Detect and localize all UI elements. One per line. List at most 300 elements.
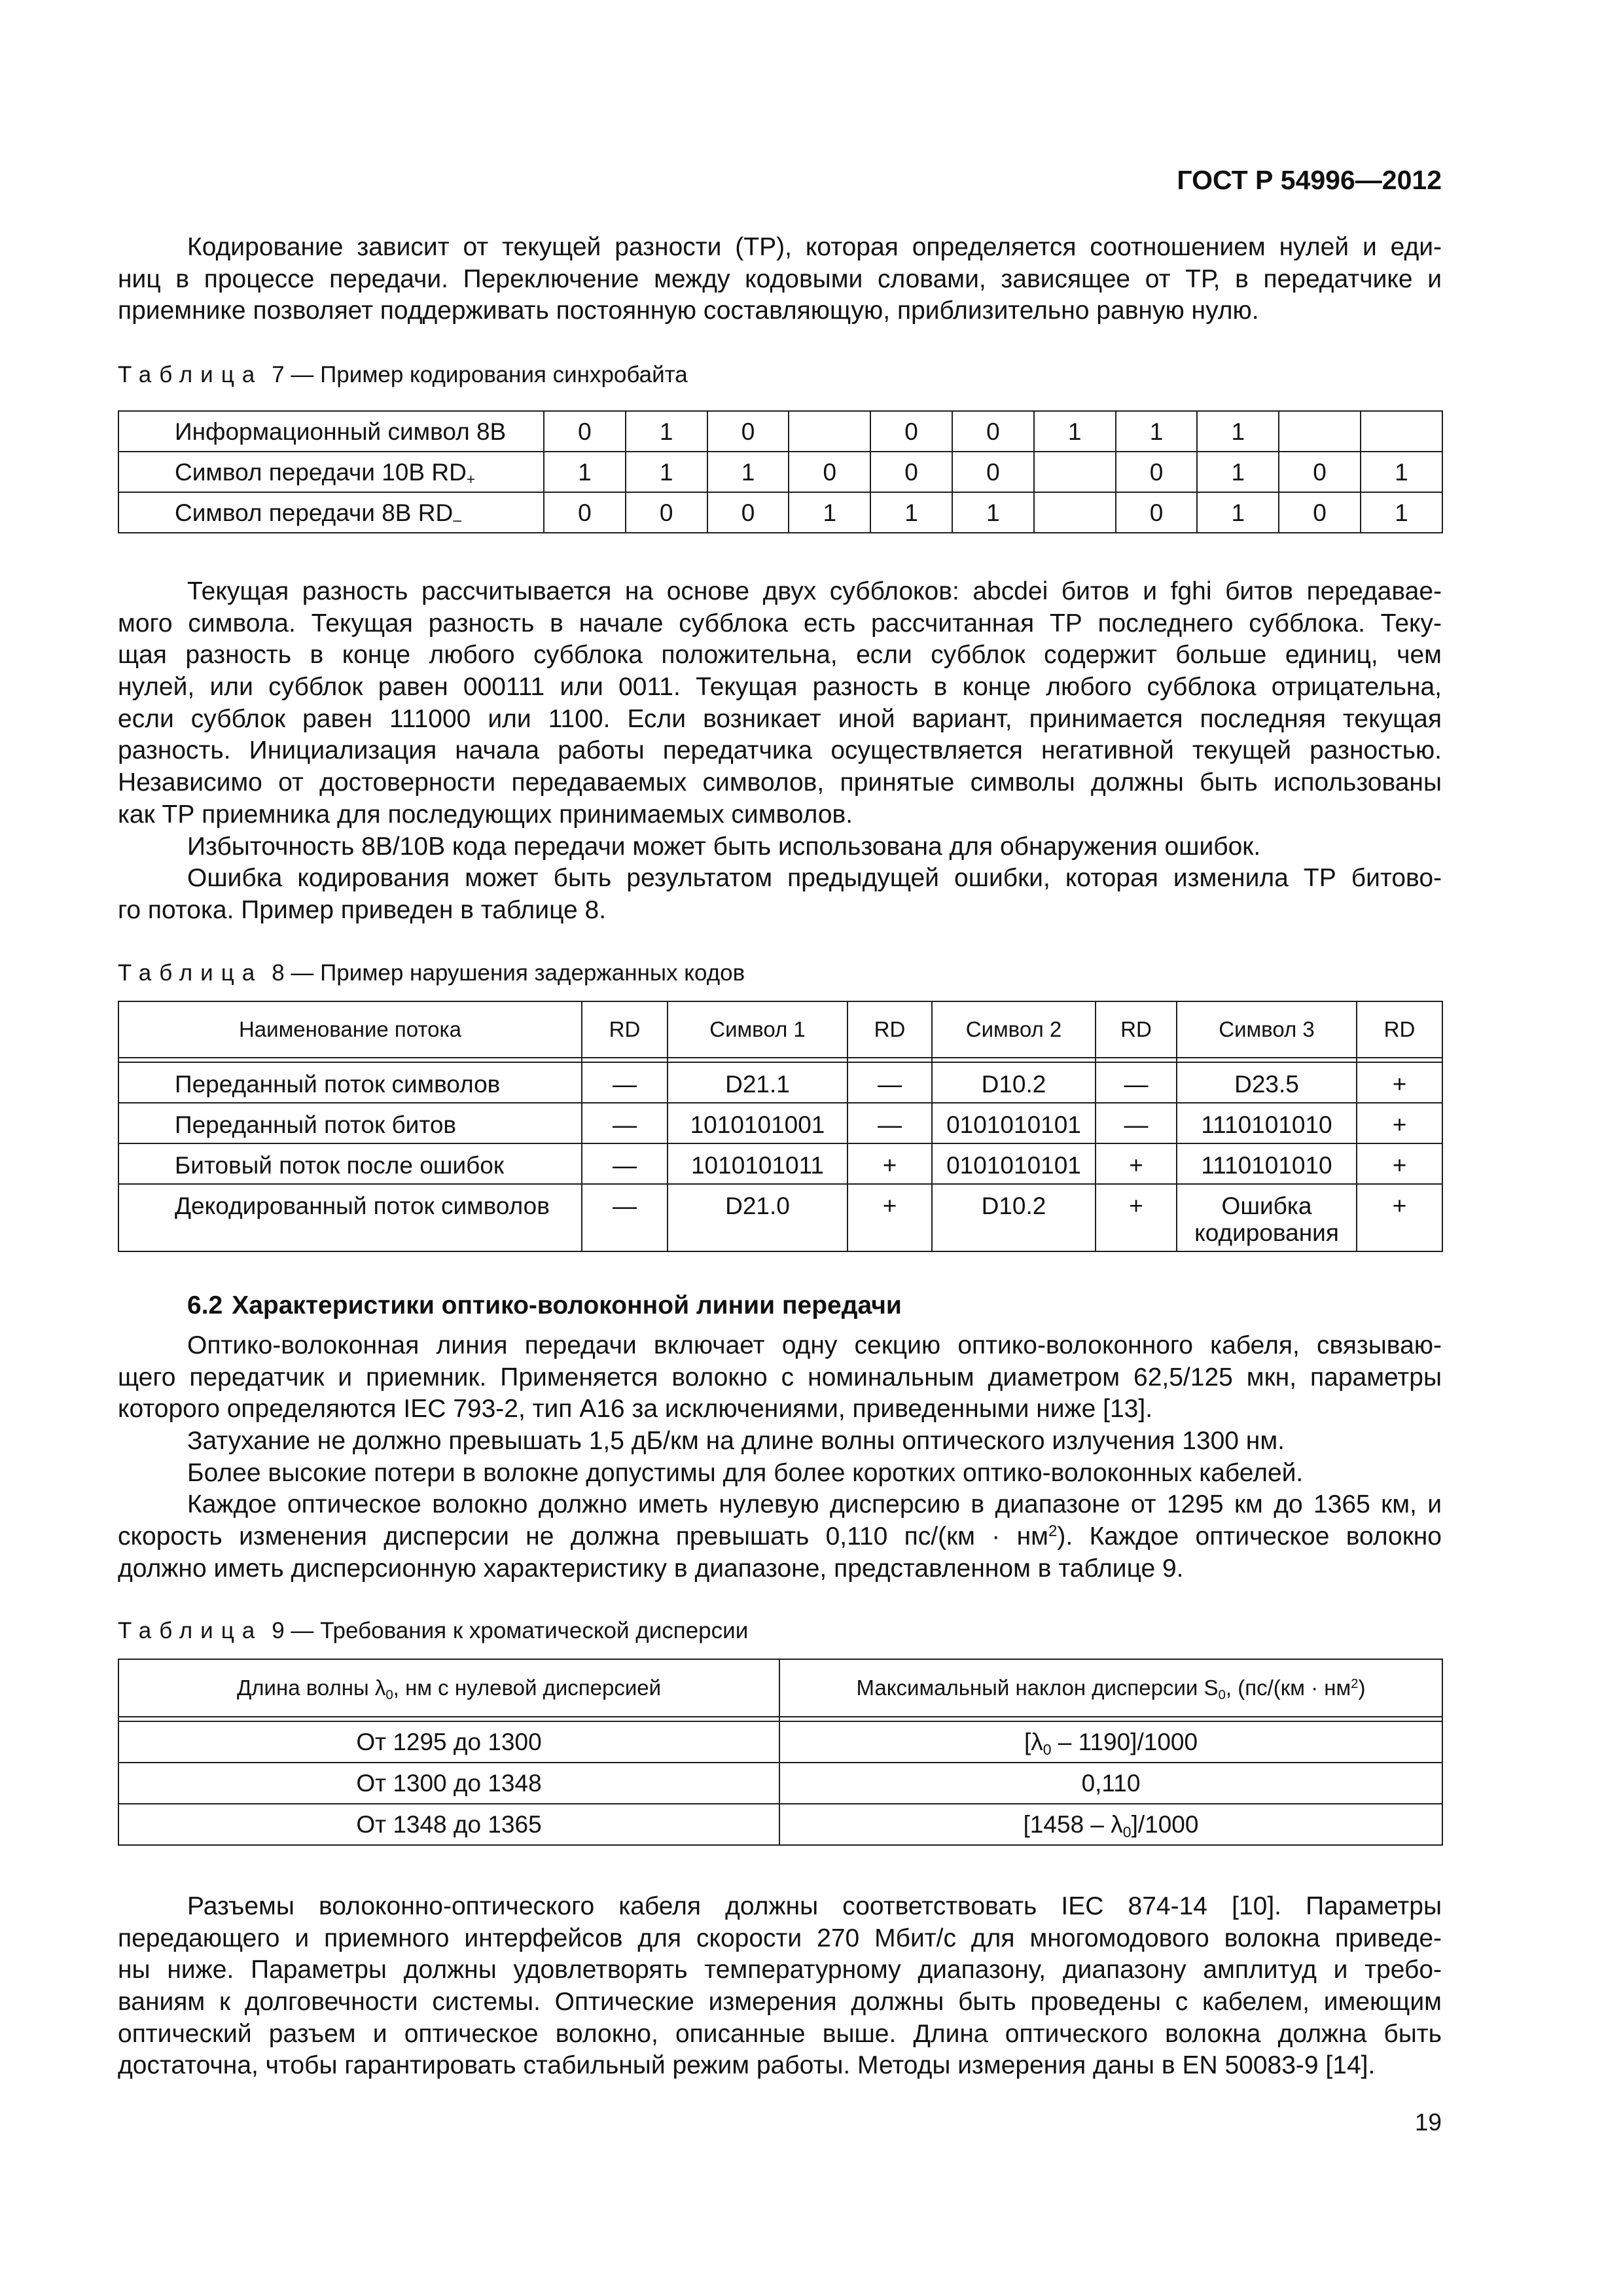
- text-run: —: [1124, 1071, 1149, 1098]
- table-cell: [932, 1103, 1096, 1143]
- table-cell: [626, 492, 707, 533]
- section-6-2-heading: [118, 1290, 1511, 1322]
- table-row: [118, 411, 1442, 452]
- text-line: [118, 767, 1442, 799]
- text-run: Символ 1: [709, 1017, 806, 1041]
- table-cell: [1357, 1143, 1442, 1184]
- text-run: +: [1129, 1152, 1143, 1179]
- line-content: [187, 1459, 1303, 1487]
- table-cell: [870, 411, 952, 452]
- table-9-caption: [118, 1615, 1442, 1647]
- table-cell: [1096, 1184, 1177, 1251]
- table-header-row: [118, 1001, 1442, 1058]
- text-line: [118, 799, 1442, 831]
- text-run: 1110101010: [1201, 1152, 1332, 1179]
- rule-cell: [118, 1717, 779, 1721]
- table-cell: [582, 1103, 668, 1143]
- table-title: 8 — Пример нарушения задержанных кодов: [272, 960, 745, 986]
- text-run: 1110101010: [1201, 1111, 1332, 1138]
- table-cell: [932, 1062, 1096, 1103]
- text-run: Более высокие потери в волокне допустимы для более коротких оптико-волоконных кабелей.: [187, 1458, 1304, 1487]
- table-cell: [118, 1721, 779, 1763]
- table-row: [118, 1721, 1442, 1763]
- paragraph: [118, 576, 1442, 831]
- rule-cell: [1177, 1058, 1357, 1062]
- paragraph: [118, 1458, 1442, 1490]
- table-cell: [952, 452, 1034, 492]
- text-run: +: [882, 1193, 897, 1219]
- row-label: [118, 1184, 582, 1251]
- text-line: [118, 1458, 1442, 1490]
- text-run: ): [1358, 1676, 1366, 1700]
- rule-cell: [118, 1058, 582, 1062]
- text-run: RD: [1383, 1017, 1416, 1041]
- table-cell: [1177, 1062, 1357, 1103]
- text-run: 0: [578, 418, 592, 445]
- text-line: [118, 895, 1442, 927]
- subscript: 0: [1043, 1740, 1052, 1758]
- table-cell: [544, 452, 626, 492]
- text-run: щего передатчик и приемник. Применяется волокно с номинальным диаметром 62,5/125 мкн, параметры: [118, 1363, 1442, 1391]
- text-run: 1: [823, 499, 837, 526]
- text-line: [118, 672, 1442, 704]
- text-run: +: [1392, 1193, 1407, 1219]
- text-run: го потока. Пример приведен в таблице 8.: [118, 895, 607, 924]
- text-line: [118, 863, 1442, 895]
- table-label: Таблица: [118, 1618, 263, 1643]
- closing-text: [118, 1891, 1442, 2082]
- table-title: 9 — Требования к хроматической дисперсии: [272, 1618, 749, 1643]
- table-cell: [847, 1184, 932, 1251]
- text-run: 1: [1395, 458, 1408, 486]
- table-cell: [1279, 492, 1361, 533]
- paragraph: [118, 863, 1442, 926]
- text-run: 0: [986, 458, 1000, 486]
- column-header: [1177, 1001, 1357, 1058]
- text-run: От 1295 до 1300: [356, 1729, 542, 1755]
- table-title: 7 — Пример кодирования синхробайта: [272, 362, 688, 387]
- line-content: [187, 1892, 1442, 1920]
- text-line: [118, 295, 1442, 327]
- table-9-body: [118, 1721, 1442, 1845]
- line-content: [118, 705, 1442, 733]
- column-header: [779, 1659, 1442, 1717]
- table-7: [118, 410, 1443, 533]
- table-cell: [870, 492, 952, 533]
- text-run: , нм с нулевой дисперсией: [393, 1676, 662, 1700]
- paragraph: [118, 1891, 1442, 2082]
- table-cell: [707, 411, 789, 452]
- text-run: 1010101001: [690, 1111, 825, 1138]
- text-run: От 1348 до 1365: [356, 1811, 542, 1838]
- table-cell: [707, 452, 789, 492]
- text-run: [λ: [1024, 1729, 1043, 1755]
- text-run: 0: [578, 499, 592, 526]
- text-line: [118, 1426, 1442, 1458]
- text-run: нулей, или субблок равен 000111 или 0011. Текущая разность в конце любого субблока отрицательна,: [118, 673, 1442, 702]
- text-run: 0: [741, 499, 755, 526]
- line-content: [118, 1395, 1152, 1423]
- table-cell: [118, 1804, 779, 1845]
- text-run: RD: [874, 1017, 906, 1041]
- text-run: ны ниже. Параметры должны удовлетворять температурному диапазону, диапазону амплитуд и требо-: [118, 1956, 1442, 1984]
- table-cell: [1197, 452, 1279, 492]
- text-line: [118, 704, 1442, 736]
- line-content: [118, 1554, 1184, 1583]
- text-line: [118, 1330, 1442, 1362]
- text-run: Наименование потока: [238, 1017, 462, 1041]
- table-7-caption: [118, 359, 1442, 391]
- text-run: как ТР приемника для последующих принимаемых символов.: [118, 800, 853, 829]
- table-cell: [1361, 452, 1442, 492]
- table-cell: [626, 411, 707, 452]
- table-cell: [847, 1143, 932, 1184]
- text-run: +: [1129, 1193, 1143, 1219]
- text-run: 0: [1313, 458, 1327, 486]
- text-run: —: [878, 1111, 902, 1138]
- table-row: [118, 1763, 1442, 1804]
- line-content: [118, 265, 1442, 293]
- table-cell: [544, 411, 626, 452]
- text-run: приемнике позволяет поддерживать постоянную составляющую, приблизительно равную нулю.: [118, 296, 1259, 325]
- line-content: [118, 2051, 1375, 2079]
- text-run: Символ 3: [1219, 1017, 1315, 1041]
- table-cell: [952, 492, 1034, 533]
- text-run: 1: [1067, 418, 1082, 445]
- line-content: [187, 864, 1442, 892]
- text-line: [118, 1954, 1442, 1986]
- table-row: [118, 1804, 1442, 1845]
- line-content: [118, 2020, 1442, 2048]
- line-content: [118, 1363, 1442, 1391]
- text-run: Переданный поток символов: [175, 1071, 501, 1098]
- column-header: [118, 1001, 582, 1058]
- text-run: RD: [609, 1017, 641, 1041]
- text-line: [118, 264, 1442, 296]
- text-run: Кодирование зависит от текущей разности (ТР), которая определяется соотношением нулей и еди-: [187, 233, 1442, 261]
- row-label: [118, 1062, 582, 1103]
- text-line: [118, 2050, 1442, 2082]
- row-label: [118, 1143, 582, 1184]
- text-run: , (пс/(км · нм: [1225, 1676, 1351, 1700]
- table-cell: [1361, 492, 1442, 533]
- paragraph: [118, 1426, 1442, 1458]
- text-run: достаточна, чтобы гарантировать стабильный режим работы. Методы измерения даны в EN 50083-9 [14].: [118, 2051, 1376, 2080]
- table-cell: [779, 1804, 1442, 1845]
- line-content: [187, 577, 1442, 605]
- subscript: –: [453, 511, 461, 529]
- line-content: [118, 896, 606, 924]
- table-cell: [1034, 411, 1116, 452]
- table-cell: [1116, 492, 1198, 533]
- text-run: Максимальный наклон дисперсии S: [856, 1676, 1219, 1700]
- text-run: Ошибка кодирования может быть результатом предыдущей ошибки, которая изменила ТР битово-: [187, 864, 1442, 893]
- paragraph: [118, 232, 1442, 327]
- line-content: [187, 1331, 1442, 1359]
- text-run: —: [613, 1071, 637, 1098]
- paragraph: [118, 1330, 1442, 1426]
- paragraph: [118, 831, 1442, 863]
- text-run: —: [613, 1152, 637, 1179]
- table-cell: [789, 411, 870, 452]
- row-label: [118, 1103, 582, 1143]
- paragraph: [118, 1489, 1442, 1585]
- text-line: [118, 608, 1442, 640]
- text-run: Переданный поток битов: [175, 1111, 457, 1138]
- page-number: 19: [1414, 2109, 1442, 2136]
- text-run: 1010101011: [690, 1152, 825, 1179]
- text-line: [118, 2018, 1442, 2051]
- text-run: Каждое оптическое волокно должно иметь нулевую дисперсию в диапазоне от 1295 км до 1365 км, и: [187, 1490, 1442, 1519]
- table-cell: [1116, 452, 1198, 492]
- table-cell: [668, 1184, 847, 1251]
- text-run: +: [882, 1152, 897, 1179]
- table-cell: [789, 492, 870, 533]
- table-header-row: [118, 1659, 1442, 1717]
- text-run: 1: [1395, 499, 1408, 526]
- table-row: [118, 1062, 1442, 1103]
- text-run: 1: [986, 499, 1000, 526]
- table-label: Таблица: [118, 362, 263, 387]
- row-label: [118, 492, 544, 533]
- row-label: [118, 452, 544, 492]
- text-run: 1: [904, 499, 918, 526]
- table-9: [118, 1659, 1443, 1846]
- table-cell: [707, 492, 789, 533]
- text-run: оптический разъем и оптическое волокно, описанные выше. Длина оптического волокна должна быть: [118, 2019, 1442, 2048]
- table-cell: [1034, 452, 1116, 492]
- table-cell: [1096, 1143, 1177, 1184]
- text-line: [118, 1521, 1442, 1553]
- table-cell: [932, 1143, 1096, 1184]
- table-cell: [544, 492, 626, 533]
- text-line: [118, 831, 1442, 863]
- text-run: От 1300 до 1348: [356, 1770, 542, 1797]
- table-8-body: [118, 1062, 1442, 1251]
- text-run: если субблок равен 111000 или 1100. Если возникает иной вариант, принимается последняя текущая: [118, 704, 1442, 733]
- text-run: 0101010101: [946, 1152, 1081, 1179]
- line-content: [118, 736, 1442, 764]
- body-text-after-table-7: [118, 576, 1442, 927]
- text-line: [118, 639, 1442, 672]
- header-double-rule: [118, 1058, 1442, 1062]
- text-run: Текущая разность рассчитывается на основе двух субблоков: abcdei битов и fghi битов передавае-: [187, 577, 1442, 605]
- table-cell: [847, 1062, 932, 1103]
- table-row: [118, 1184, 1442, 1251]
- table-9-wrapper: [118, 1659, 1442, 1846]
- table-cell: [1197, 492, 1279, 533]
- table-label: Таблица: [118, 960, 263, 986]
- text-run: Длина волны λ: [236, 1676, 386, 1700]
- subscript: 0: [1122, 1823, 1132, 1840]
- text-line: [118, 1986, 1442, 2018]
- line-content: [187, 1427, 1285, 1455]
- text-run: 0: [1149, 499, 1164, 526]
- text-run: RD: [1120, 1017, 1152, 1041]
- table-cell: [779, 1721, 1442, 1763]
- text-run: разность. Инициализация начала работы передатчика осуществляется негативной текущей разностью.: [118, 736, 1442, 765]
- text-run: должно иметь дисперсионную характеристику в диапазоне, представленном в таблице 9.: [118, 1554, 1184, 1583]
- table-8-caption: [118, 957, 1442, 990]
- text-run: Декодированный поток символов: [175, 1193, 550, 1219]
- text-run: 0,110: [1081, 1770, 1141, 1797]
- table-row: [118, 452, 1442, 492]
- text-line: [118, 232, 1442, 264]
- rule-cell: [582, 1058, 668, 1062]
- text-run: Оптико-волоконная линия передачи включает одну секцию оптико-волоконного кабеля, связываю-: [187, 1331, 1442, 1359]
- line-content: [187, 833, 1260, 861]
- text-run: 1: [659, 458, 673, 486]
- rule-cell: [847, 1058, 932, 1062]
- text-run: 1: [578, 458, 592, 486]
- text-run: передающего и приемного интерфейсов для скорости 270 Мбит/с для многомодового волокна приведе-: [118, 1924, 1442, 1952]
- superscript: 2: [1351, 1676, 1359, 1691]
- text-run: 0: [741, 418, 755, 445]
- table-cell: [789, 452, 870, 492]
- document-code-header: ГОСТ Р 54996—2012: [1177, 165, 1442, 195]
- table-7-wrapper: [118, 410, 1442, 533]
- line-content: [118, 609, 1442, 637]
- text-line: [118, 1891, 1442, 1923]
- line-content: [118, 1924, 1442, 1952]
- text-run: Символ передачи 8В RD: [175, 499, 454, 526]
- line-content: [187, 1490, 1442, 1518]
- text-run: 1: [741, 458, 755, 486]
- line-content: [118, 296, 1259, 325]
- text-run: 1: [1149, 418, 1164, 445]
- table-cell: [1096, 1103, 1177, 1143]
- text-run: D10.2: [981, 1193, 1046, 1219]
- table-cell: [1177, 1103, 1357, 1143]
- table-cell: [582, 1062, 668, 1103]
- text-run: которого определяются IEC 793-2, тип A16 за исключениями, приведенными ниже [13].: [118, 1395, 1153, 1424]
- table-cell: [932, 1184, 1096, 1251]
- text-run: 1: [1231, 499, 1245, 526]
- text-run: ваниям к долговечности системы. Оптические измерения должны быть проведены с кабелем, имеющим: [118, 1988, 1442, 2017]
- text-run: +: [1392, 1071, 1407, 1098]
- rule-cell: [779, 1717, 1442, 1721]
- column-header: [1357, 1001, 1442, 1058]
- text-run: – 1190]/1000: [1051, 1729, 1198, 1755]
- text-run: —: [613, 1111, 637, 1138]
- table-cell: [1197, 411, 1279, 452]
- subscript: 0: [1218, 1687, 1226, 1703]
- line-content: [118, 673, 1442, 701]
- text-line: [118, 1923, 1442, 1955]
- table-cell: [1357, 1062, 1442, 1103]
- table-row: [118, 492, 1442, 533]
- text-run: Информационный символ 8В: [175, 418, 507, 445]
- table-row: [118, 1143, 1442, 1184]
- intro-text: [118, 232, 1442, 327]
- table-cell: [1357, 1184, 1442, 1251]
- text-line: [118, 1553, 1442, 1585]
- table-cell: [1279, 452, 1361, 492]
- table-8-header: [118, 1001, 1442, 1062]
- line-content: [118, 800, 853, 829]
- table-cell: [1116, 411, 1198, 452]
- line-content: [118, 1956, 1442, 1984]
- superscript: 2: [1048, 1522, 1058, 1540]
- section-number: 6.2: [187, 1291, 223, 1319]
- subscript: +: [466, 471, 476, 488]
- table-8-wrapper: [118, 1001, 1442, 1252]
- text-run: D10.2: [981, 1071, 1046, 1098]
- text-run: D23.5: [1234, 1071, 1299, 1098]
- table-row: [118, 1103, 1442, 1143]
- column-header: [582, 1001, 668, 1058]
- table-7-body: [118, 411, 1442, 533]
- table-cell: [668, 1143, 847, 1184]
- text-run: 0101010101: [946, 1111, 1081, 1138]
- text-run: ]/1000: [1131, 1811, 1199, 1838]
- text-run: Ошибка кодирования: [1194, 1193, 1339, 1246]
- table-cell: [1279, 411, 1361, 452]
- column-header: [932, 1001, 1096, 1058]
- text-run: [1458 – λ: [1023, 1811, 1123, 1838]
- table-cell: [1361, 411, 1442, 452]
- text-run: Избыточность 8В/10В кода передачи может быть использована для обнаружения ошибок.: [187, 832, 1261, 861]
- text-line: [118, 1393, 1442, 1426]
- text-run: мого символа. Текущая разность в начале субблока есть рассчитанная ТР последнего субблока. Теку-: [118, 609, 1442, 637]
- text-run: Разъемы волоконно-оптического кабеля должны соответствовать IEC 874-14 [10]. Параметры: [187, 1892, 1442, 1920]
- table-cell: [847, 1103, 932, 1143]
- subscript: 0: [385, 1687, 393, 1703]
- text-run: 0: [904, 418, 918, 445]
- section-title: Характеристики оптико-волоконной линии передачи: [232, 1291, 902, 1319]
- text-run: 0: [823, 458, 837, 486]
- table-cell: [1034, 492, 1116, 533]
- text-run: —: [613, 1193, 637, 1219]
- rule-cell: [1096, 1058, 1177, 1062]
- text-run: 0: [1149, 458, 1164, 486]
- line-content: [118, 641, 1442, 669]
- text-run: —: [1124, 1111, 1149, 1138]
- section-6-2-text: [118, 1330, 1442, 1585]
- column-header: [847, 1001, 932, 1058]
- table-8: [118, 1001, 1443, 1252]
- text-line: [118, 735, 1442, 767]
- text-line: [118, 1362, 1442, 1394]
- column-header: [118, 1659, 779, 1717]
- text-run: +: [1392, 1111, 1407, 1138]
- column-header: [1096, 1001, 1177, 1058]
- table-cell: [1357, 1103, 1442, 1143]
- table-cell: [118, 1763, 779, 1804]
- text-run: 0: [659, 499, 673, 526]
- text-run: 0: [1313, 499, 1327, 526]
- text-line: [118, 576, 1442, 608]
- table-cell: [1096, 1062, 1177, 1103]
- table-9-header: [118, 1659, 1442, 1721]
- table-cell: [582, 1143, 668, 1184]
- text-run: —: [878, 1071, 902, 1098]
- table-cell: [668, 1103, 847, 1143]
- table-cell: [582, 1184, 668, 1251]
- text-run: ). Каждое оптическое волокно: [1057, 1522, 1442, 1551]
- text-run: ниц в процессе передачи. Переключение между кодовыми словами, зависящее от ТР, в передатчике и: [118, 264, 1442, 293]
- text-run: D21.0: [725, 1193, 790, 1219]
- column-header: [668, 1001, 847, 1058]
- text-run: Символ передачи 10В RD: [175, 458, 467, 486]
- line-content: [118, 1522, 1442, 1551]
- text-run: скорость изменения дисперсии не должна превышать 0,110 пс/(км · нм: [118, 1522, 1048, 1551]
- table-cell: [1177, 1143, 1357, 1184]
- text-run: щая разность в конце любого субблока положительна, если субблок содержит больше единиц, чем: [118, 641, 1442, 670]
- rule-cell: [1357, 1058, 1442, 1062]
- table-cell: [952, 411, 1034, 452]
- text-run: 0: [904, 458, 918, 486]
